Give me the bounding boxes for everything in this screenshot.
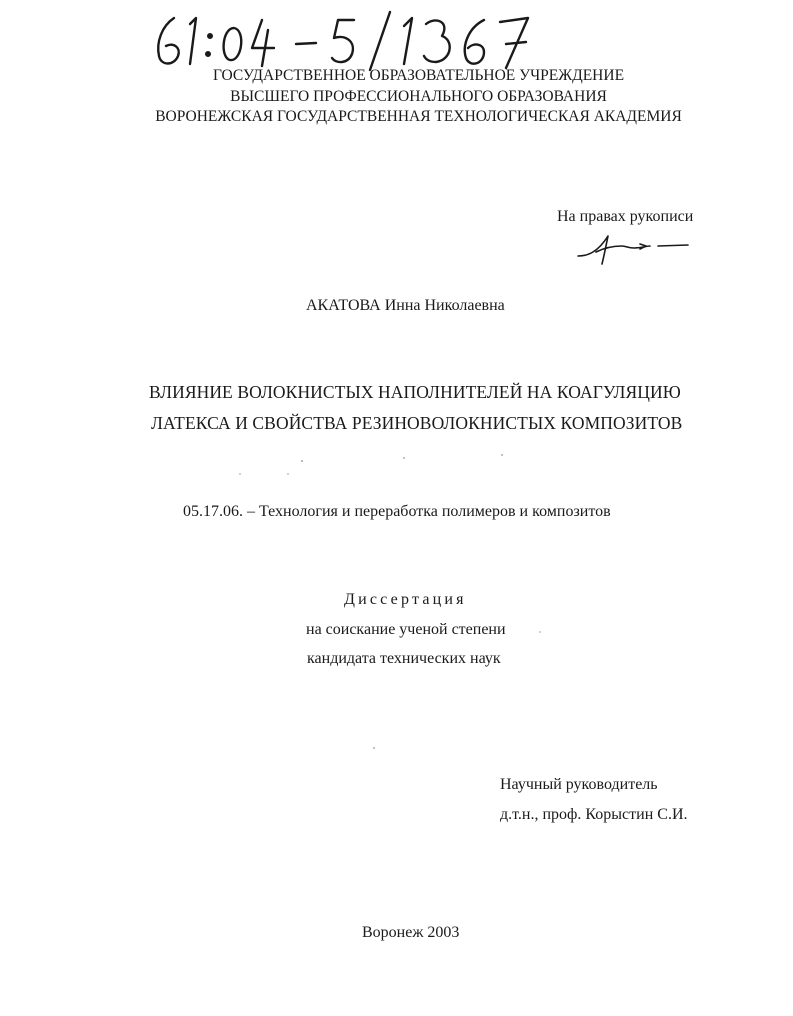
institution-line-1: ГОСУДАРСТВЕННОЕ ОБРАЗОВАТЕЛЬНОЕ УЧРЕЖДЕНИЕ [212, 67, 625, 84]
place-and-year: Воронеж 2003 [362, 924, 460, 941]
handwritten-archive-code [150, 6, 540, 74]
dissertation-title-line-1: ВЛИЯНИЕ ВОЛОКНИСТЫХ НАПОЛНИТЕЛЕЙ НА КОАГУЛЯЦИЮ [149, 382, 681, 402]
advisor-name: д.т.н., проф. Корыстин С.И. [500, 806, 688, 823]
institution-line-3: ВОРОНЕЖСКАЯ ГОСУДАРСТВЕННАЯ ТЕХНОЛОГИЧЕСКАЯ АКАДЕМИЯ [155, 108, 682, 125]
author-name: АКАТОВА Инна Николаевна [306, 297, 505, 314]
advisor-role: Научный руководитель [500, 776, 658, 793]
specialty-code: 05.17.06. – Технология и переработка полимеров и композитов [183, 503, 611, 520]
dissertation-heading: Диссертация [344, 591, 467, 608]
dissertation-title-line-2: ЛАТЕКСА И СВОЙСТВА РЕЗИНОВОЛОКНИСТЫХ КОМПОЗИТОВ [151, 413, 683, 433]
institution-line-2: ВЫСШЕГО ПРОФЕССИОНАЛЬНОГО ОБРАЗОВАНИЯ [230, 88, 607, 105]
handwritten-code-drawing [150, 6, 540, 74]
rights-note: На правах рукописи [557, 208, 694, 225]
signature-icon [574, 230, 694, 266]
degree-line-2: кандидата технических наук [307, 650, 501, 667]
handwritten-signature [574, 230, 694, 266]
degree-line-1: на соискание ученой степени [306, 621, 506, 638]
